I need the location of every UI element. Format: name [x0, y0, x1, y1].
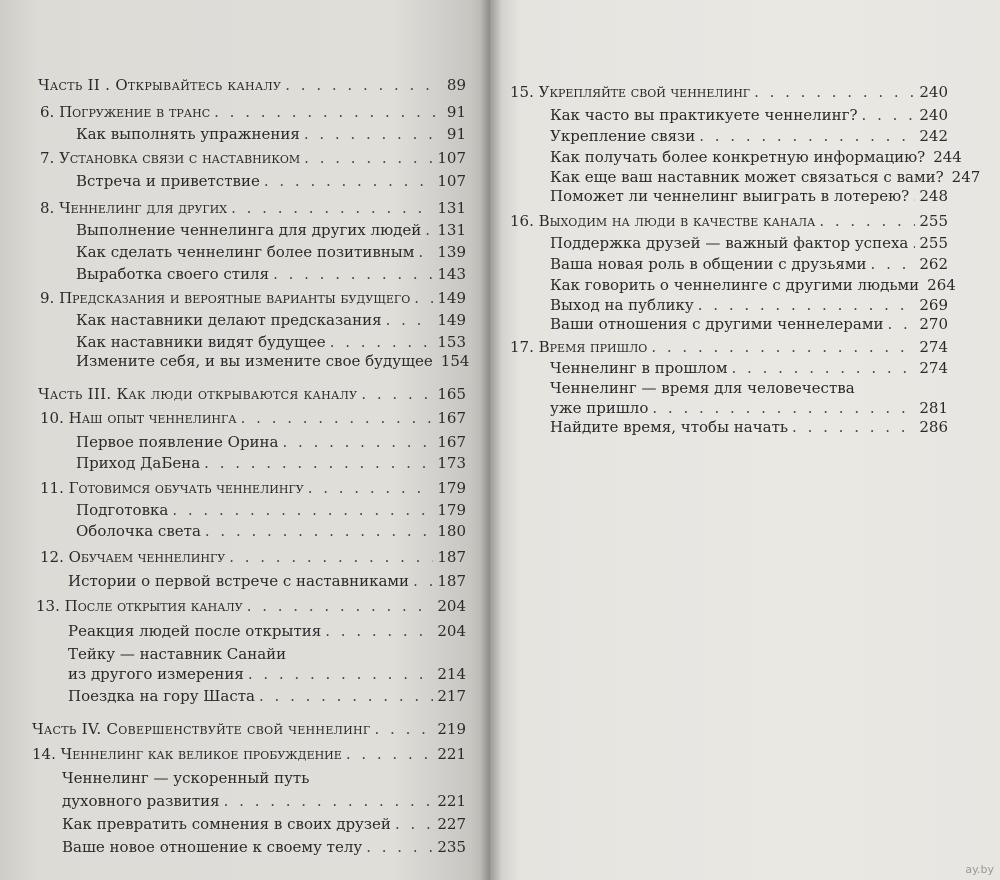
toc-section-line1: Тейку — наставник Санайи	[68, 645, 287, 663]
toc-chapter-13: 13. После открытия каналу . . . 204	[36, 595, 466, 617]
toc-section: Реакция людей после открытия . . . 204	[68, 620, 466, 642]
toc-section: Первое появление Орина . . . 167	[76, 431, 466, 453]
toc-section: Оболочка света . . . 180	[76, 520, 466, 542]
toc-section: Как превратить сомнения в своих друзей . . . 227	[62, 813, 466, 835]
right-page	[490, 0, 1000, 880]
toc-section: Поддержка друзей — важный фактор успеха . . . 255	[550, 232, 948, 254]
toc-section: уже пришло . . . 281	[550, 397, 948, 419]
book-gutter	[480, 0, 502, 880]
toc-section: Как выполнять упражнения . . . 91	[76, 123, 466, 145]
toc-part-4: Часть IV. Совершенствуйте свой ченнелинг . . . 219	[32, 718, 466, 740]
toc-part-3: Часть III. Как люди открываются каналу . . . 165	[38, 383, 466, 405]
toc-section: Истории о первой встрече с наставниками . . . 187	[68, 570, 466, 592]
toc-section: Как еще ваш наставник может связаться с вами? 247	[550, 168, 981, 186]
toc-section: духовного развития . . . 221	[62, 790, 466, 812]
toc-chapter-16: 16. Выходим на люди в качестве канала . . . 255	[510, 210, 948, 232]
toc-section: Выход на публику . . . 269	[550, 294, 948, 316]
toc-section: Ваши отношения с другими ченнелерами . . . 270	[550, 313, 948, 335]
left-page	[0, 0, 490, 880]
toc-chapter-14: 14. Ченнелинг как великое пробуждение . . . 221	[32, 743, 466, 765]
toc-section: из другого измерения . . . 214	[68, 663, 466, 685]
toc-section: Как получать более конкретную информацию? 244	[550, 148, 962, 166]
toc-chapter-15: 15. Укрепляйте свой ченнелинг . . . 240	[510, 81, 948, 103]
toc-chapter-7: 7. Установка связи с наставником . . . 107	[40, 147, 466, 169]
toc-chapter-9: 9. Предсказания и вероятные варианты будущего . . . 149	[40, 287, 466, 309]
toc-section: Встреча и приветствие . . . 107	[76, 170, 466, 192]
toc-section: Как сделать ченнелинг более позитивным . . . 139	[76, 241, 466, 263]
toc-part-2: Часть II . Открывайтесь каналу . . . 89	[38, 74, 466, 96]
watermark: ay.by	[965, 863, 994, 876]
toc-section: Как наставники видят будущее . . . 153	[76, 331, 466, 353]
toc-section: Ченнелинг в прошлом . . . 274	[550, 357, 948, 379]
toc-section: Приход ДаБена . . . 173	[76, 452, 466, 474]
toc-section: Выполнение ченнелинга для других людей . . . 131	[76, 219, 466, 241]
toc-chapter-12: 12. Обучаем ченнелингу . . . 187	[40, 546, 466, 568]
toc-chapter-11: 11. Готовимся обучать ченнелингу . . . 179	[40, 477, 466, 499]
toc-section: Поможет ли ченнелинг выиграть в лотерею? . . . 248	[550, 185, 948, 207]
toc-section-line1: Ченнелинг — ускоренный путь	[62, 769, 310, 787]
toc-section: Как наставники делают предсказания . . . 149	[76, 309, 466, 331]
toc-chapter-10: 10. Наш опыт ченнелинга . . . 167	[40, 407, 466, 429]
toc-section: Поездка на гору Шаста . . . 217	[68, 685, 466, 707]
toc-section: Укрепление связи . . . 242	[550, 125, 948, 147]
toc-section: Найдите время, чтобы начать . . . 286	[550, 416, 948, 438]
toc-section: Как говорить о ченнелинге с другими людьми 264	[550, 276, 956, 294]
toc-section: Подготовка . . . 179	[76, 499, 466, 521]
toc-section: Как часто вы практикуете ченнелинг? . . . 240	[550, 104, 948, 126]
toc-chapter-8: 8. Ченнелинг для других . . . 131	[40, 197, 466, 219]
toc-chapter-17: 17. Время пришло . . . 274	[510, 336, 948, 358]
toc-chapter-6: 6. Погружение в транс . . . 91	[40, 101, 466, 123]
toc-section-line1: Ченнелинг — время для человечества	[550, 379, 855, 397]
toc-section: Выработка своего стиля . . . 143	[76, 263, 466, 285]
toc-section: Ваша новая роль в общении с друзьями . . . 262	[550, 253, 948, 275]
toc-section: Ваше новое отношение к своему телу . . . 235	[62, 836, 466, 858]
toc-section: Измените себя, и вы измените свое будущее 154	[76, 352, 470, 370]
